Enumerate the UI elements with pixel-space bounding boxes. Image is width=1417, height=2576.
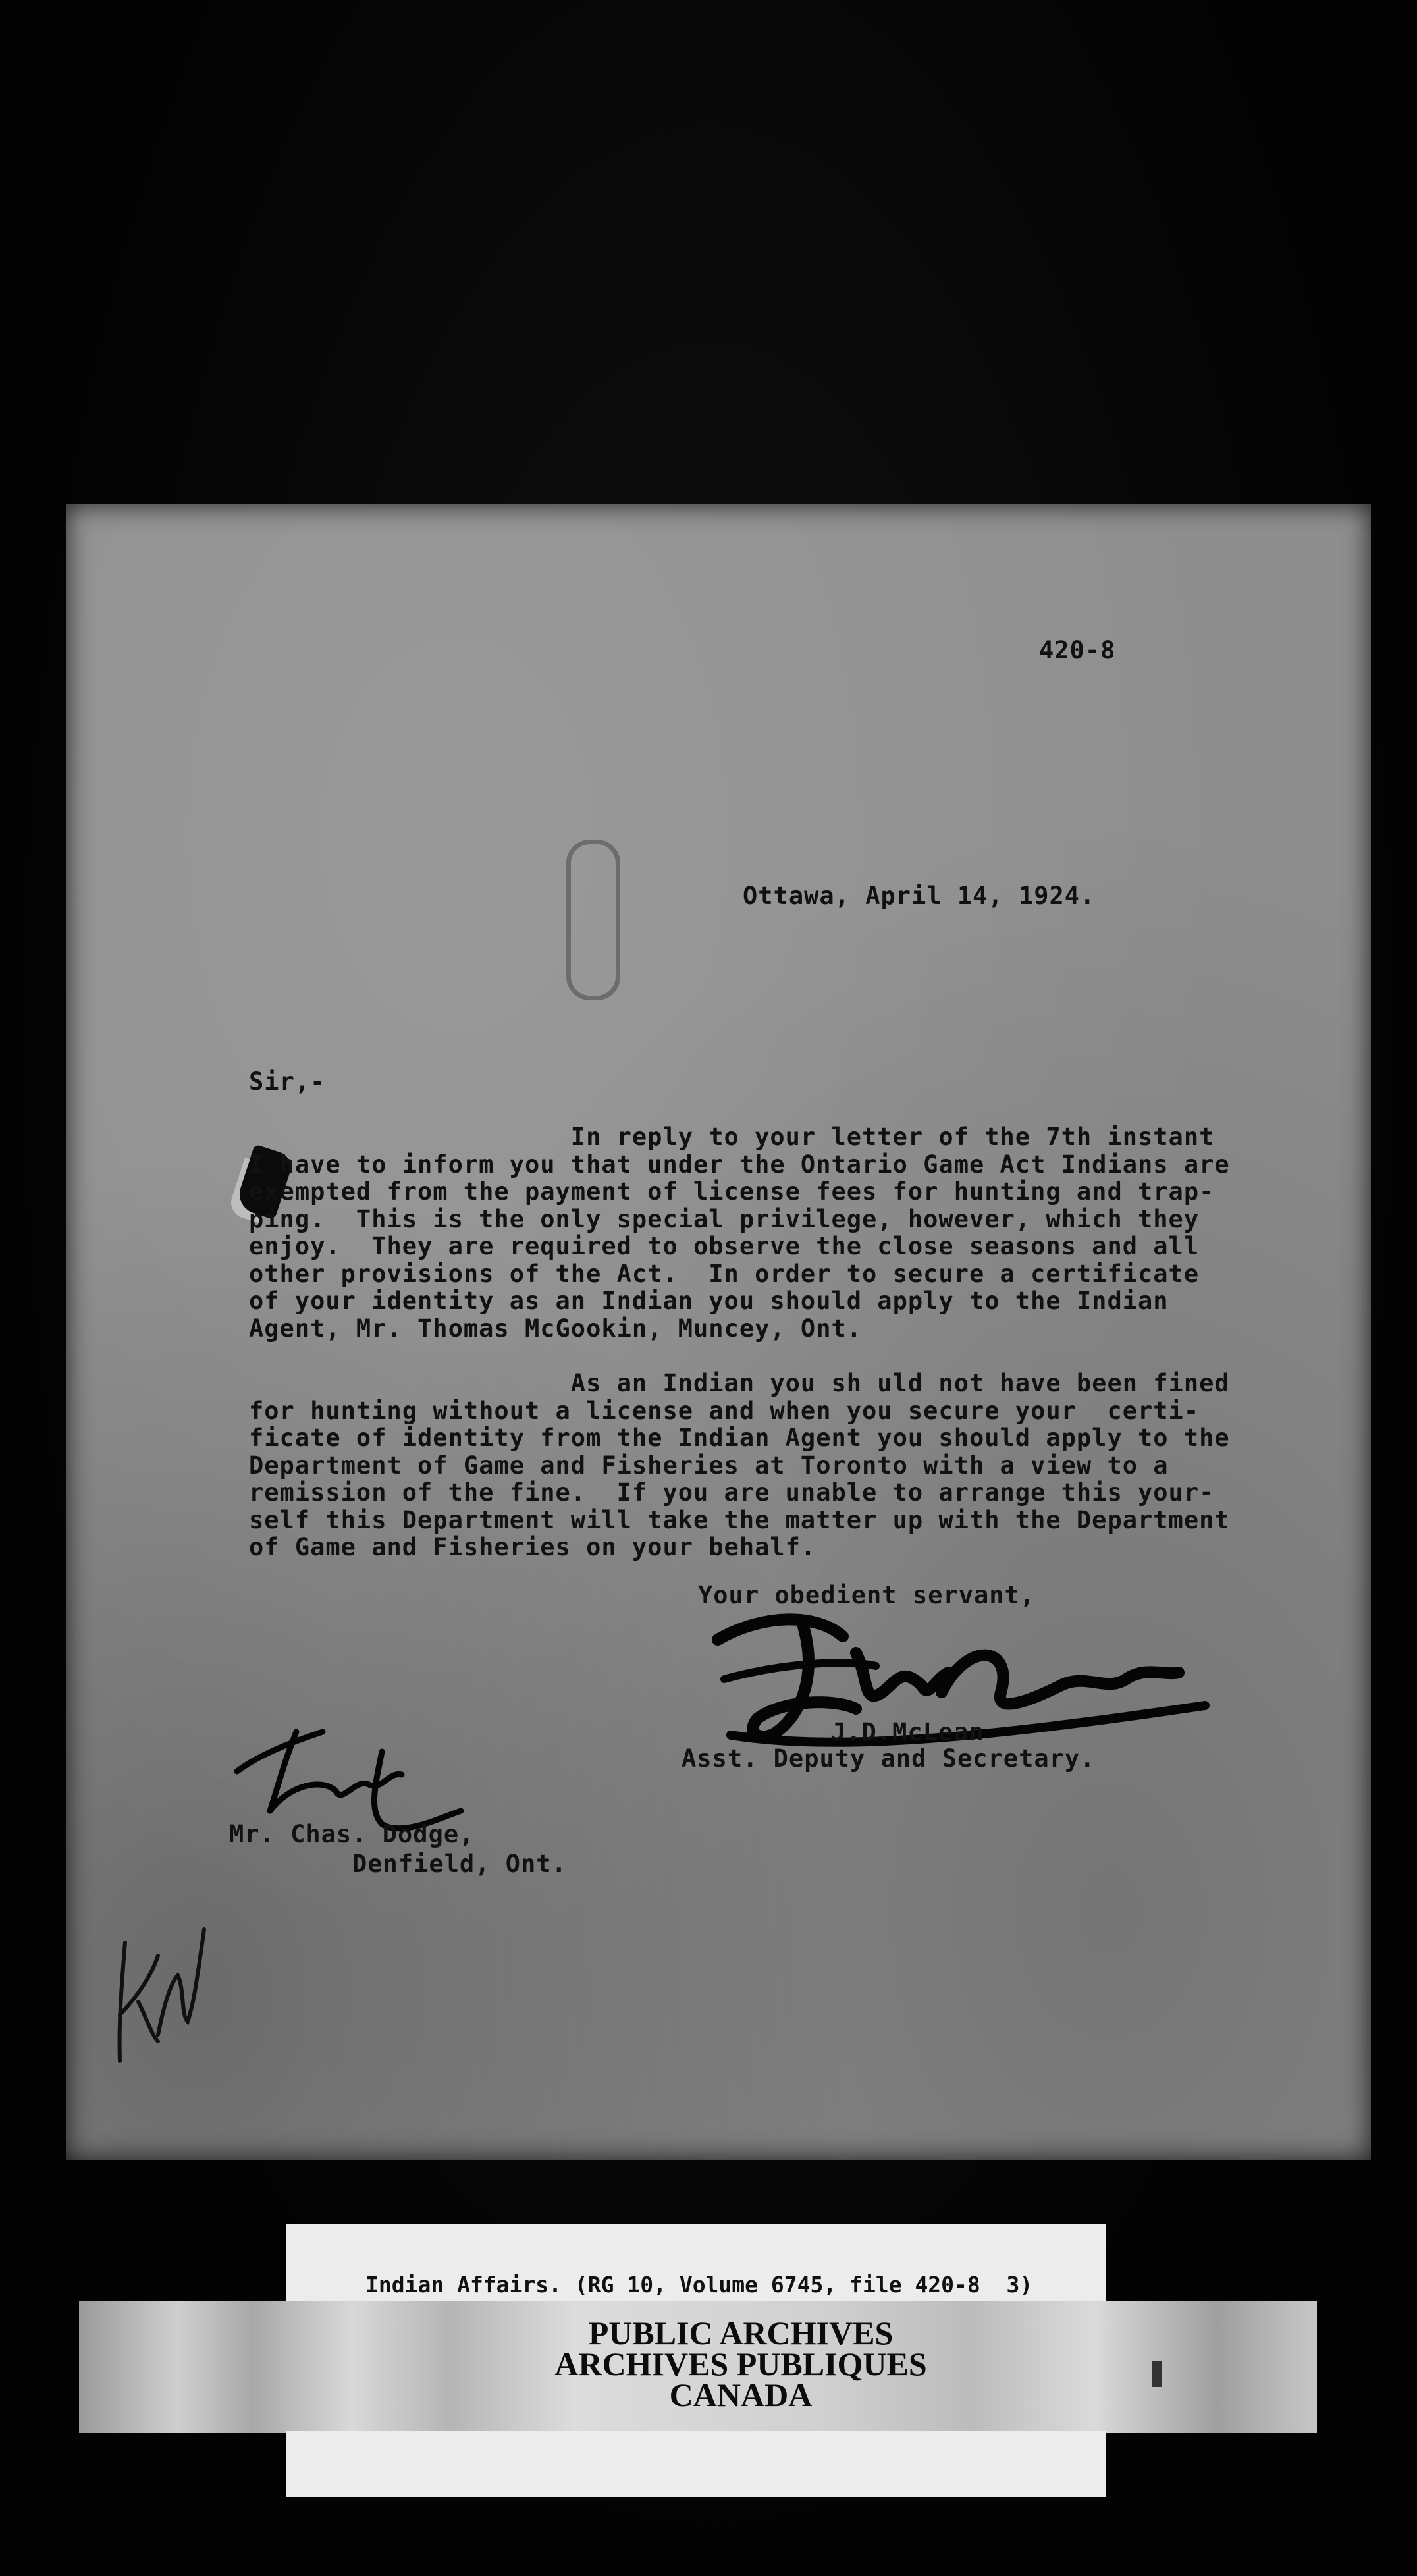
signatory-name: J.D.McLean bbox=[831, 1718, 984, 1746]
salutation: Sir,- bbox=[249, 1067, 326, 1096]
letter-paragraph-1 bbox=[249, 1123, 1230, 1342]
letter-line: Agent, Mr. Thomas McGookin, Muncey, Ont. bbox=[249, 1314, 863, 1343]
signatory-title: Asst. Deputy and Secretary. bbox=[682, 1744, 1096, 1773]
margin-initials bbox=[112, 1903, 217, 2074]
dateline: Ottawa, April 14, 1924. bbox=[743, 882, 1096, 910]
letter-line: In reply to your letter of the 7th instant bbox=[249, 1123, 1215, 1151]
stamp-line-3: CANADA bbox=[669, 2376, 813, 2413]
letter-line: other provisions of the Act. In order to secure a certificate bbox=[249, 1259, 1200, 1288]
letter-line: ficate of identity from the Indian Agent you should apply to the bbox=[249, 1424, 1230, 1452]
archives-stamp bbox=[402, 2315, 1080, 2427]
stamp-line-1: PUBLIC ARCHIVES bbox=[588, 2315, 894, 2351]
archive-reference-label bbox=[286, 2224, 1106, 2311]
letter-line: of Game and Fisheries on your behalf. bbox=[249, 1533, 816, 1561]
letter-line: I have to inform you that under the Ontario Game Act Indians are bbox=[249, 1150, 1230, 1179]
letter-line: remission of the fine. If you are unable to arrange this your- bbox=[249, 1478, 1215, 1507]
addressee-line-1: Mr. Chas. Dodge, bbox=[229, 1820, 475, 1848]
letter-line: ping. This is the only special privilege, however, which they bbox=[249, 1204, 1200, 1233]
paper-clip-mark bbox=[566, 840, 620, 1000]
letter-line: of your identity as an Indian you should apply to the Indian bbox=[249, 1287, 1169, 1315]
strip-mark bbox=[1152, 2361, 1162, 2387]
letter-line: As an Indian you sh uld not have been fined bbox=[249, 1369, 1230, 1397]
file-number: 420-8 bbox=[1039, 636, 1116, 664]
stamp-line-2: ARCHIVES PUBLIQUES bbox=[554, 2346, 927, 2382]
letter-line: for hunting without a license and when you secure your certi- bbox=[249, 1396, 1200, 1425]
closing: Your obedient servant, bbox=[698, 1581, 1036, 1609]
letter-line: self this Department will take the matter up with the Department bbox=[249, 1505, 1230, 1534]
letter-line: exempted from the payment of license fees for hunting and trap- bbox=[249, 1177, 1215, 1206]
archive-label-lower bbox=[286, 2431, 1106, 2497]
letter-line: Department of Game and Fisheries at Toronto with a view to a bbox=[249, 1451, 1169, 1480]
letter-line: enjoy. They are required to observe the close seasons and all bbox=[249, 1232, 1200, 1260]
addressee-line-2: Denfield, Ont. bbox=[352, 1850, 567, 1878]
archive-reference: Indian Affairs. (RG 10, Volume 6745, file 420-8 3) bbox=[365, 2272, 1033, 2297]
letter-paragraph-2 bbox=[249, 1370, 1230, 1561]
